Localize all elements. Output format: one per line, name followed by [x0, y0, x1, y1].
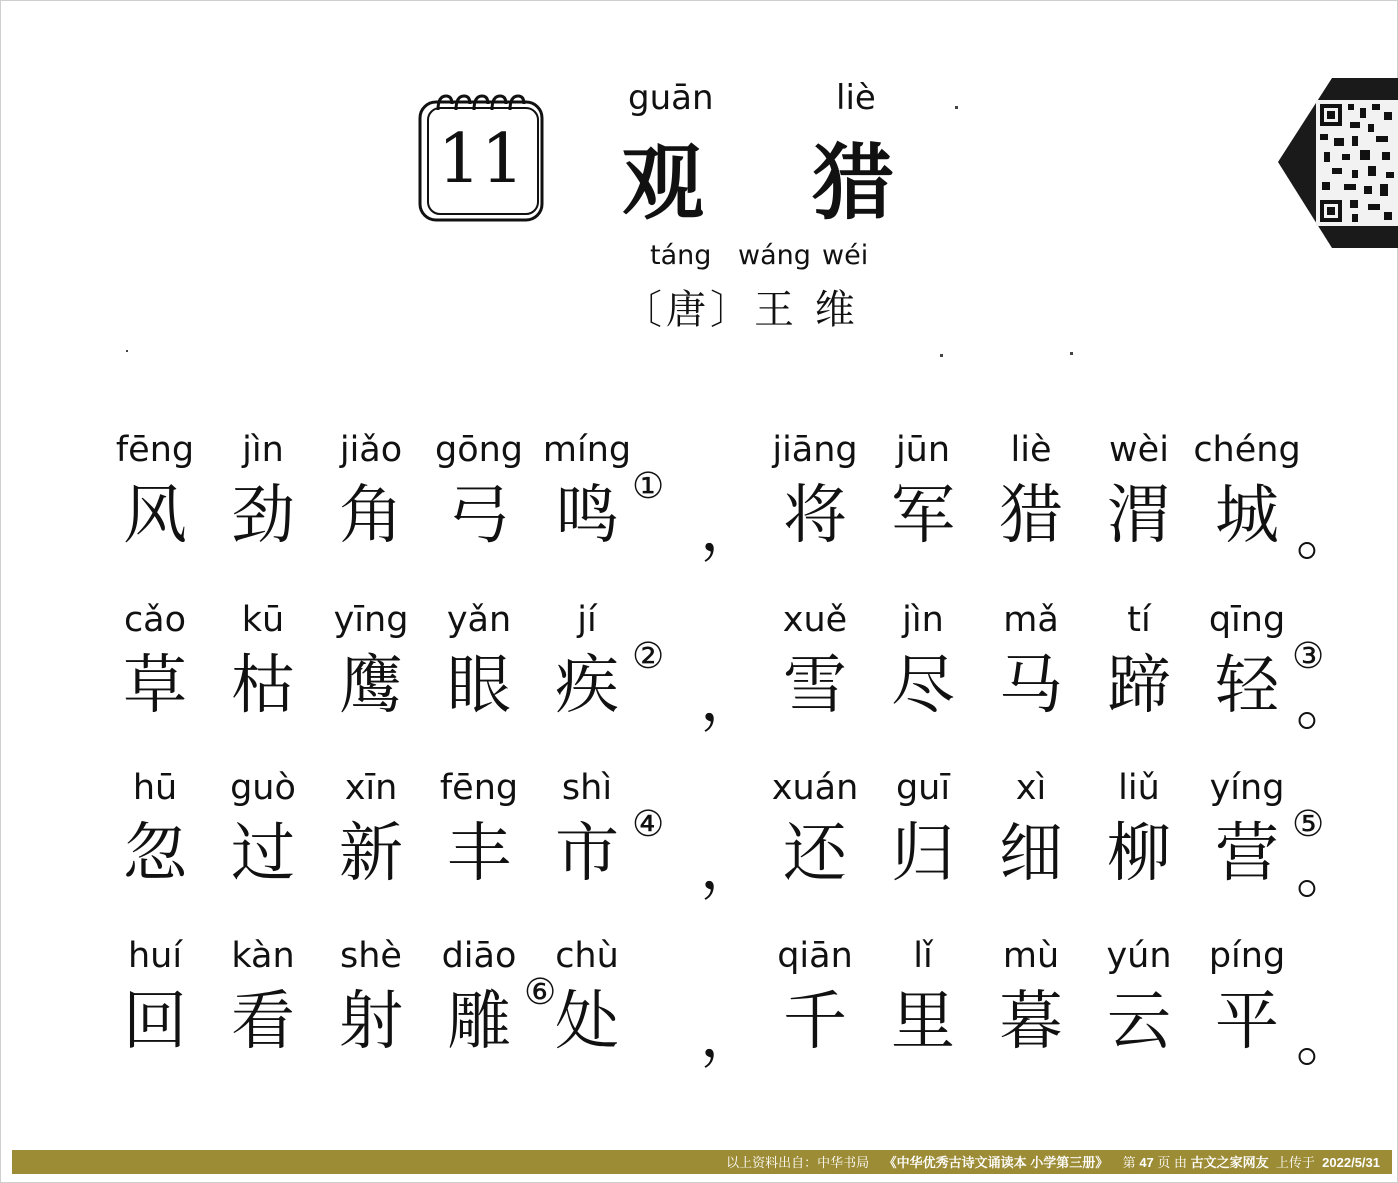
syllable-character: 枯: [231, 649, 295, 723]
qr-code-icon: [1272, 72, 1398, 248]
syllable-character: 风: [123, 479, 187, 553]
syllable-pinyin: jiāng: [772, 430, 858, 470]
syllable-character: 千: [783, 985, 847, 1059]
syllable-pinyin: tí: [1127, 600, 1151, 640]
syllable-character: 鸣: [555, 479, 619, 553]
footer-page-suffix: 页 由: [1157, 1155, 1188, 1170]
syllable: [1192, 768, 1302, 894]
syllable: [316, 936, 426, 1062]
syllable: [100, 430, 210, 556]
syllable: [976, 768, 1086, 894]
source-footer: [12, 1150, 1392, 1174]
syllable: [868, 600, 978, 726]
syllable-character: 看: [231, 985, 295, 1059]
syllable-pinyin: qīng: [1208, 600, 1286, 640]
syllable: [208, 600, 318, 726]
footnote-marker[interactable]: ②: [632, 636, 665, 677]
syllable-pinyin: jìn: [242, 430, 284, 470]
syllable-pinyin: yíng: [1209, 768, 1285, 808]
footnote-marker[interactable]: ③: [1292, 636, 1325, 677]
syllable-pinyin: huí: [127, 936, 183, 976]
syllable-pinyin: yīng: [333, 600, 409, 640]
syllable-pinyin: xuán: [771, 768, 859, 808]
syllable: [424, 936, 534, 1062]
end-punctuation: 。: [1296, 499, 1356, 569]
poem-line-3: [100, 768, 1360, 918]
syllable: [532, 430, 642, 556]
syllable-pinyin: jí: [577, 600, 597, 640]
scan-speck: [1070, 352, 1073, 355]
syllable: [1084, 936, 1194, 1062]
syllable-pinyin: chù: [555, 936, 619, 976]
syllable-pinyin: yǎn: [446, 600, 512, 640]
syllable-pinyin: diāo: [441, 936, 517, 976]
syllable-character: 平: [1215, 985, 1279, 1059]
syllable-character: 营: [1215, 817, 1279, 891]
syllable: [1084, 768, 1194, 894]
syllable-character: 新: [339, 817, 403, 891]
syllable-pinyin: jiǎo: [339, 430, 403, 470]
syllable-pinyin: chéng: [1193, 430, 1301, 470]
syllable-character: 柳: [1107, 817, 1171, 891]
syllable: [1084, 430, 1194, 556]
syllable-character: 雪: [783, 649, 847, 723]
footer-publisher: 中华书局: [817, 1155, 870, 1170]
syllable: [868, 768, 978, 894]
footer-page-prefix: 第: [1122, 1155, 1136, 1170]
syllable-character: 处: [555, 985, 619, 1059]
syllable-character: 射: [339, 985, 403, 1059]
scan-speck: [126, 350, 128, 352]
poem-line-4: [100, 936, 1360, 1086]
end-punctuation: 。: [1296, 837, 1356, 907]
syllable-character: 丰: [447, 817, 511, 891]
footer-text: [726, 1152, 1380, 1171]
poem-line-1: [100, 430, 1360, 580]
syllable-pinyin: hū: [132, 768, 178, 808]
mid-punctuation: ，: [700, 833, 760, 903]
author-pinyin-1: táng: [650, 240, 712, 271]
syllable-character: 弓: [447, 479, 511, 553]
syllable: [316, 600, 426, 726]
syllable-character: 尽: [891, 649, 955, 723]
syllable-character: 劲: [231, 479, 295, 553]
syllable-character: 云: [1107, 985, 1171, 1059]
syllable-character: 雕: [447, 985, 511, 1059]
title-char-1: 观: [622, 135, 705, 231]
scan-speck: [940, 354, 943, 357]
syllable: [424, 768, 534, 894]
syllable: [532, 768, 642, 894]
footer-source-label: 以上资料出自：: [726, 1155, 818, 1170]
footnote-marker[interactable]: ⑥: [524, 972, 557, 1013]
author-line: 〔唐〕王 维: [622, 287, 859, 333]
footer-page-number: 47: [1139, 1155, 1154, 1170]
footer-book: 《中华优秀古诗文诵读本 小学第三册》: [883, 1155, 1109, 1170]
syllable: [976, 936, 1086, 1062]
footer-uploaded-label: 上传于: [1275, 1155, 1315, 1170]
syllable: [760, 600, 870, 726]
syllable-pinyin: jìn: [902, 600, 944, 640]
syllable-pinyin: gōng: [434, 430, 524, 470]
syllable-character: 忽: [123, 817, 187, 891]
mid-punctuation: ，: [700, 495, 760, 565]
syllable: [760, 430, 870, 556]
syllable-pinyin: yún: [1106, 936, 1172, 976]
syllable-character: 眼: [447, 649, 511, 723]
syllable-pinyin: wèi: [1109, 430, 1169, 470]
syllable-pinyin: jūn: [895, 430, 951, 470]
syllable: [424, 600, 534, 726]
qr-code[interactable]: [1272, 72, 1398, 248]
syllable-character: 猎: [999, 479, 1063, 553]
footer-date: 2022/5/31: [1322, 1155, 1380, 1170]
lesson-number: 11: [437, 120, 525, 199]
syllable: [100, 600, 210, 726]
syllable-character: 细: [999, 817, 1063, 891]
footnote-marker[interactable]: ④: [632, 804, 665, 845]
syllable-pinyin: kàn: [231, 936, 295, 976]
footnote-marker[interactable]: ⑤: [1292, 804, 1325, 845]
syllable-pinyin: xuě: [782, 600, 848, 640]
syllable-character: 回: [123, 985, 187, 1059]
syllable-character: 里: [891, 985, 955, 1059]
syllable-character: 疾: [555, 649, 619, 723]
syllable-pinyin: liè: [1010, 430, 1052, 470]
syllable-pinyin: píng: [1208, 936, 1286, 976]
syllable-pinyin: fēng: [115, 430, 195, 470]
mid-punctuation: ，: [700, 665, 760, 735]
syllable-pinyin: shè: [340, 936, 402, 976]
syllable-character: 鹰: [339, 649, 403, 723]
syllable: [1192, 430, 1302, 556]
syllable-pinyin: guī: [895, 768, 951, 808]
syllable: [532, 600, 642, 726]
syllable: [208, 936, 318, 1062]
syllable-character: 归: [891, 817, 955, 891]
footnote-marker[interactable]: ①: [632, 466, 665, 507]
syllable-character: 过: [231, 817, 295, 891]
syllable-pinyin: lǐ: [913, 936, 933, 976]
scan-speck: [955, 106, 958, 109]
syllable: [316, 768, 426, 894]
syllable: [424, 430, 534, 556]
syllable-pinyin: míng: [542, 430, 632, 470]
syllable-character: 角: [339, 479, 403, 553]
title-pinyin-2: liè: [836, 78, 876, 118]
syllable: [1084, 600, 1194, 726]
author-pinyin-2: wáng: [738, 240, 811, 271]
title-char-2: 猎: [812, 135, 895, 231]
syllable-character: 马: [999, 649, 1063, 723]
syllable: [976, 430, 1086, 556]
syllable: [760, 768, 870, 894]
syllable-character: 渭: [1107, 479, 1171, 553]
syllable: [1192, 600, 1302, 726]
footer-uploader: 古文之家网友: [1190, 1155, 1269, 1170]
syllable-pinyin: qiān: [777, 936, 853, 976]
syllable-pinyin: fēng: [439, 768, 519, 808]
syllable: [760, 936, 870, 1062]
syllable: [868, 936, 978, 1062]
syllable-character: 暮: [999, 985, 1063, 1059]
syllable-character: 轻: [1215, 649, 1279, 723]
poem-line-2: [100, 600, 1360, 750]
syllable: [208, 430, 318, 556]
syllable-pinyin: mǎ: [1003, 600, 1059, 640]
syllable-character: 将: [783, 479, 847, 553]
poem-title: [600, 70, 940, 231]
syllable-pinyin: liǔ: [1118, 768, 1160, 808]
syllable-pinyin: guò: [230, 768, 296, 808]
syllable: [1192, 936, 1302, 1062]
author-pinyin-3: wéi: [822, 240, 869, 271]
syllable: [976, 600, 1086, 726]
syllable-pinyin: mù: [1002, 936, 1060, 976]
syllable: [208, 768, 318, 894]
syllable-character: 市: [555, 817, 619, 891]
syllable-character: 军: [891, 479, 955, 553]
syllable-pinyin: shì: [561, 768, 613, 808]
syllable-character: 蹄: [1107, 649, 1171, 723]
mid-punctuation: ，: [700, 1001, 760, 1071]
syllable-character: 草: [123, 649, 187, 723]
syllable: [100, 936, 210, 1062]
syllable-character: 还: [783, 817, 847, 891]
lesson-number-badge: [416, 86, 546, 224]
syllable: [868, 430, 978, 556]
end-punctuation: 。: [1296, 669, 1356, 739]
syllable: [100, 768, 210, 894]
syllable-character: 城: [1215, 479, 1279, 553]
syllable-pinyin: xì: [1015, 768, 1047, 808]
title-pinyin-1: guān: [628, 78, 714, 118]
syllable-pinyin: kū: [241, 600, 285, 640]
end-punctuation: 。: [1296, 1005, 1356, 1075]
syllable: [316, 430, 426, 556]
syllable-pinyin: cǎo: [123, 600, 187, 640]
syllable-pinyin: xīn: [344, 768, 398, 808]
